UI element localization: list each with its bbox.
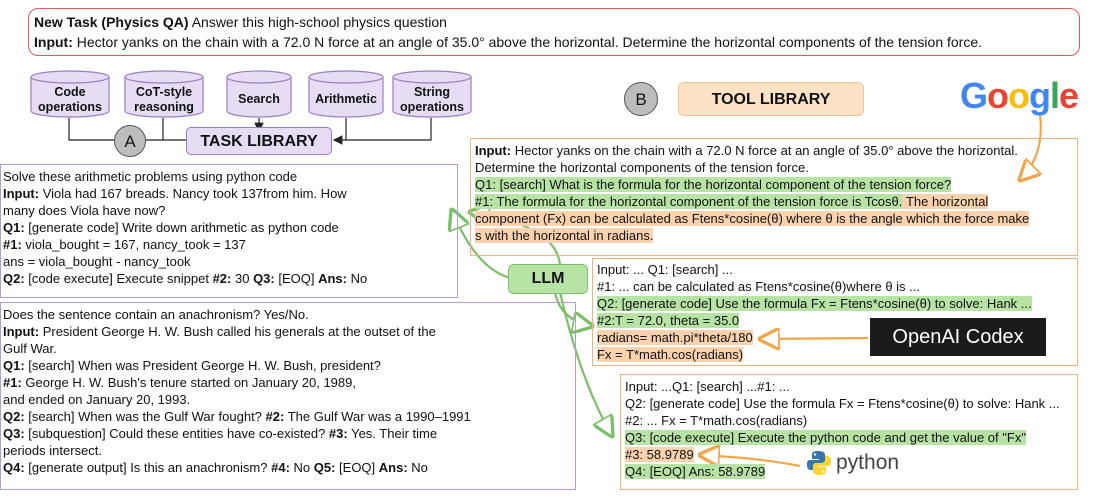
tool-library-box (678, 82, 864, 116)
google-logo (960, 74, 1078, 118)
code-l1: Input: ... Q1: [search] ... (597, 262, 733, 277)
cylinder-string-label: String operations (400, 85, 464, 114)
code-l3: Q2: [generate code] Use the formula Fx = Ftens*cosine(θ) to solve: Hank ... (597, 296, 1032, 311)
search-l1: Input: Hector yanks on the chain with a 72.0 N force at an angle of 35.0° above the horizontal. (475, 143, 1018, 158)
anach-l7: Q2: [search] When was the Gulf War fought? #2: The Gulf War was a 1990–1991 (3, 409, 471, 424)
cylinder-cot-label: CoT-style reasoning (134, 85, 194, 114)
arith-l2: Input: Viola had 167 breads. Nancy took 137from him. How (3, 186, 347, 201)
search-step-text (475, 142, 1029, 244)
connector-arithmetic (334, 118, 346, 140)
python-logo-text: python (836, 451, 900, 474)
marker-a (114, 125, 146, 157)
new-task-text: Answer this high-school physics question (188, 14, 447, 30)
arith-l4: Q1: [generate code] Write down arithmetic as python code (3, 220, 339, 235)
code-l4: #2:T = 72.0, theta = 35.0 (597, 313, 740, 328)
cylinder-search-label: Search (238, 92, 280, 106)
anach-l2: Input: President George H. W. Bush called his generals at the outset of the (3, 324, 436, 339)
cylinder-string (392, 70, 472, 118)
exec-l1: Input: ...Q1: [search] ...#1: ... (625, 379, 790, 394)
arith-example-text (3, 168, 367, 287)
anach-l8: Q3: [subquestion] Could these entities have co-existed? #3: Yes. Their time (3, 426, 438, 441)
llm-label: LLM (531, 270, 565, 287)
arith-l1: Solve these arithmetic problems using python code (3, 169, 298, 184)
anach-l5: #1: George H. W. Bush's tenure started on January 20, 1989, (3, 375, 356, 390)
marker-b (624, 82, 658, 116)
anach-l9: periods intersect. (3, 443, 102, 458)
arith-l7: Q2: [code execute] Execute snippet #2: 30 Q3: [EOQ] Ans: No (3, 271, 368, 286)
anach-l1: Does the sentence contain an anachronism? Yes/No. (3, 307, 309, 322)
task-library-box (186, 127, 332, 155)
anach-l3: Gulf War. (3, 341, 57, 356)
tool-library-label: TOOL LIBRARY (711, 91, 831, 108)
cylinder-search (226, 70, 292, 118)
new-task-input-label: Input: (34, 34, 73, 50)
connector-string (346, 118, 431, 140)
task-library-label: TASK LIBRARY (200, 133, 318, 150)
codex-logo-text: OpenAI Codex (892, 326, 1024, 348)
arith-l5: #1: viola_bought = 167, nancy_took = 137 (3, 237, 246, 252)
arith-l3: many does Viola have now? (3, 203, 166, 218)
code-l2: #1: ... can be calculated as Ftens*cosine(θ)where θ is ... (597, 279, 921, 294)
exec-l4: Q3: [code execute] Execute the python code and get the value of "Fx" (625, 430, 1026, 445)
codex-logo (870, 318, 1046, 356)
search-l6: s with the horizontal in radians. (475, 228, 654, 243)
cylinder-arithmetic (308, 70, 384, 118)
new-task-input-text: Hector yanks on the chain with a 72.0 N force at an angle of 35.0° above the horizontal. Determine the horizontal components of the tension force. (72, 34, 983, 50)
llm-box (508, 264, 588, 294)
marker-b-label: B (635, 90, 647, 109)
google-logo-text: Google (960, 75, 1079, 116)
marker-a-label: A (124, 132, 136, 151)
exec-l5: #3: 58.9789 (625, 447, 694, 462)
cylinder-code-operations-label: Code operations (38, 85, 102, 114)
exec-l3: #2: ... Fx = T*math.cos(radians) (625, 413, 808, 428)
arith-l6: ans = viola_bought - nancy_took (3, 254, 191, 269)
cylinder-code-operations (30, 70, 110, 118)
anach-l4: Q1: [search] When was President George H. W. Bush, president? (3, 358, 381, 373)
search-l4: #1: The formula for the horizontal component of the tension force is Tcosθ. The horizontal (475, 194, 989, 209)
new-task-label: New Task (Physics QA) (34, 14, 189, 30)
anach-example-text (3, 306, 471, 476)
anach-l6: and ended on January 20, 1993. (3, 392, 191, 407)
code-l5: radians= math.pi*theta/180 (597, 330, 753, 345)
search-l5: component (Fx) can be calculated as Ftens*cosine(θ) where θ is the angle which the force make (475, 211, 1030, 226)
code-l6: Fx = T*math.cos(radians) (597, 347, 744, 362)
cylinder-cot (124, 70, 204, 118)
exec-l6: Q4: [EOQ] Ans: 58.9789 (625, 464, 766, 479)
cylinder-arithmetic-label: Arithmetic (315, 92, 377, 106)
python-icon (806, 450, 832, 476)
exec-l2: Q2: [generate code] Use the formula Fx = Ftens*cosine(θ) to solve: Hank ... (625, 396, 1060, 411)
python-logo (806, 448, 916, 478)
anach-l10: Q4: [generate output] Is this an anachronism? #4: No Q5: [EOQ] Ans: No (3, 460, 428, 475)
search-l3: Q1: [search] What is the formula for the horizontal component of the tension force? (475, 177, 952, 192)
search-l2: Determine the horizontal components of the tension force. (475, 160, 809, 175)
